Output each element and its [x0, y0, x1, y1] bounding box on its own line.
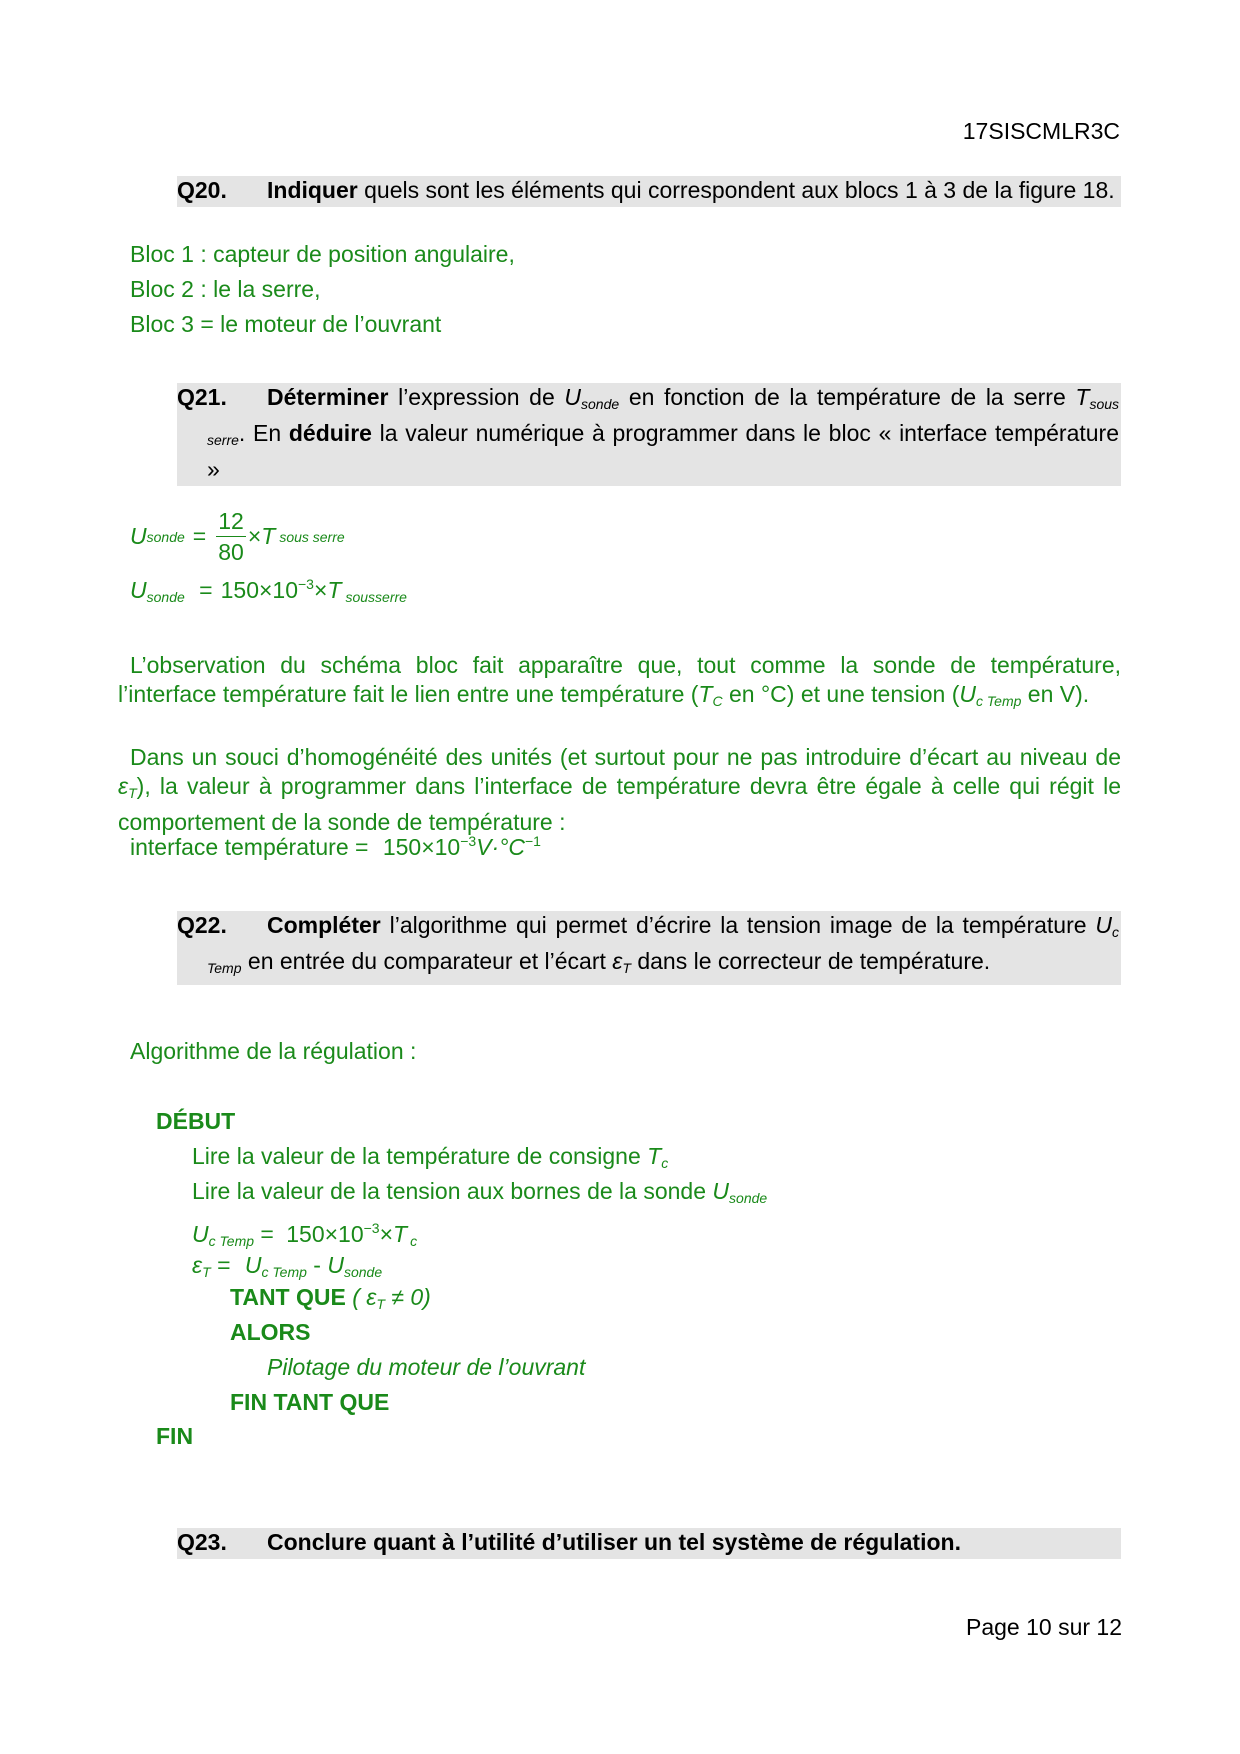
algo-text: Lire la valeur de la température de consigne — [192, 1143, 641, 1169]
algo-debut: DÉBUT — [156, 1108, 236, 1134]
fraction — [216, 506, 246, 567]
times-sign: × — [313, 577, 328, 603]
t-subscript: sous serre — [207, 396, 1120, 448]
question-text: en fonction de la température de la serre — [628, 384, 1066, 410]
eq-lhs-sub: sonde — [146, 528, 185, 545]
fraction-denominator: 80 — [218, 539, 244, 565]
algo-symbol: T — [647, 1143, 662, 1169]
algorithm-title: Algorithme de la régulation : — [130, 1038, 417, 1064]
question-text: Conclure quant à l’utilité d’utiliser un tel système de régulation. — [267, 1529, 961, 1555]
question-text: dans le correcteur de température. — [637, 948, 991, 974]
question-number: Q20. — [177, 177, 227, 203]
question-number: Q23. — [177, 1529, 227, 1555]
eq-lhs-sub: sonde — [146, 589, 185, 605]
para-text: en °C) et une tension ( — [729, 681, 960, 707]
question-q20 — [177, 176, 1121, 207]
para-text: L’observation du schéma bloc fait apparaître que, tout comme la sonde de température, l’interface température fait le lien entre une température ( — [118, 652, 1121, 707]
algo-text: Lire la valeur de la tension aux bornes de la sonde — [192, 1178, 707, 1204]
page-number: Page 10 sur 12 — [965, 1614, 1122, 1640]
algo-line-3 — [192, 1214, 417, 1256]
algo-sub: sonde — [729, 1190, 768, 1206]
uc-sub: c Temp — [207, 924, 1120, 976]
uc-sub: c Temp — [976, 693, 1022, 709]
algo-action: Pilotage du moteur de l’ouvrant — [267, 1354, 586, 1380]
question-text: l’expression de — [398, 384, 555, 410]
fraction-numerator: 12 — [216, 506, 246, 537]
algo-fin-tantque: FIN TANT QUE — [230, 1389, 390, 1415]
question-number: Q22. — [177, 912, 227, 938]
paragraph-2 — [118, 743, 1121, 837]
algo-line-2 — [192, 1177, 767, 1213]
eps-symbol: ε — [612, 948, 623, 974]
eq-lhs: U — [130, 577, 147, 603]
u-symbol: U — [564, 384, 582, 410]
question-verb: déduire — [288, 420, 372, 446]
interface-equation — [130, 833, 541, 861]
q20-answer-2: Bloc 2 : le la serre, — [130, 276, 321, 302]
algo-symbol: U — [712, 1178, 730, 1204]
equation-1 — [130, 506, 345, 567]
eq-sign: = — [217, 1252, 231, 1278]
algo-sub: c Temp — [208, 1233, 255, 1249]
algo-fin: FIN — [156, 1423, 194, 1449]
algo-sub: c Temp — [261, 1264, 307, 1280]
algo-alors: ALORS — [230, 1319, 311, 1345]
question-q22 — [177, 911, 1121, 985]
eq-var: T — [327, 577, 342, 603]
interface-label: interface température = — [130, 834, 369, 860]
minus-sign: - — [313, 1252, 321, 1278]
eps-symbol: ε — [118, 773, 129, 799]
algo-symbol: T — [393, 1221, 408, 1247]
algo-line-1 — [192, 1142, 668, 1178]
algo-coef: 150×10 — [286, 1221, 364, 1247]
question-q23 — [177, 1528, 1121, 1559]
algo-symbol: U — [244, 1252, 262, 1278]
algo-sub: c — [410, 1233, 418, 1249]
question-verb: Indiquer — [267, 177, 358, 203]
algo-symbol: U — [192, 1221, 209, 1247]
q20-answer-1: Bloc 1 : capteur de position angulaire, — [130, 241, 515, 267]
question-q21 — [177, 383, 1121, 486]
para-text: Dans un souci d’homogénéité des unités (et surtout pour ne pas introduire d’écart au niveau de — [130, 744, 1121, 770]
algo-condition: ≠ 0) — [391, 1284, 431, 1310]
question-number: Q21. — [177, 384, 227, 410]
para-text: en V). — [1027, 681, 1090, 707]
interface-coef: 150×10 — [382, 834, 461, 860]
eq-exp: −3 — [298, 576, 314, 592]
equation-2 — [130, 576, 407, 605]
tc-symbol: T — [698, 681, 713, 707]
question-text: en entrée du comparateur et l’écart — [247, 948, 606, 974]
uc-symbol: U — [959, 681, 977, 707]
document-reference: 17SISCMLR3C — [962, 118, 1120, 144]
t-symbol: T — [1075, 384, 1090, 410]
question-verb: Déterminer — [267, 384, 389, 410]
eq-coef: 150×10 — [220, 577, 298, 603]
algo-sub: sonde — [343, 1264, 383, 1280]
algo-keyword: TANT QUE — [230, 1284, 346, 1310]
times-sign: × — [247, 523, 262, 549]
algo-symbol: U — [327, 1252, 344, 1278]
interface-unit-exp: −1 — [525, 833, 541, 849]
eq-lhs: U — [130, 523, 147, 549]
interface-exp: −3 — [460, 833, 477, 849]
question-text: la valeur numérique à programmer dans le bloc « interface température » — [207, 420, 1120, 482]
eq-sign: = — [260, 1221, 274, 1247]
eps-sub: T — [128, 785, 137, 801]
question-text: . En — [238, 420, 282, 446]
u-subscript: sonde — [581, 396, 620, 412]
times-sign: × — [379, 1221, 394, 1247]
tc-sub: C — [712, 693, 723, 709]
eq-sign: = — [192, 523, 207, 549]
uc-symbol: U — [1095, 912, 1113, 938]
question-verb: Compléter — [267, 912, 381, 938]
algo-sub: T — [202, 1264, 211, 1280]
algo-symbol: ε — [192, 1252, 203, 1278]
eq-var-sub: sousserre — [345, 589, 407, 605]
paragraph-1 — [118, 651, 1121, 716]
q20-answer-3: Bloc 3 = le moteur de l’ouvrant — [130, 311, 442, 337]
eq-var-sub: sous serre — [279, 528, 345, 545]
algo-line-4 — [192, 1251, 382, 1287]
eq-var: T — [261, 523, 276, 549]
algo-exp: −3 — [363, 1220, 380, 1236]
eps-sub: T — [622, 960, 631, 976]
interface-unit: V·°C — [476, 834, 525, 860]
eq-sign: = — [199, 577, 213, 603]
question-text: l’algorithme qui permet d’écrire la tension image de la température — [389, 912, 1087, 938]
algo-sub: T — [376, 1296, 385, 1312]
algo-tantque — [230, 1283, 431, 1319]
question-text: quels sont les éléments qui correspondent aux blocs 1 à 3 de la figure 18. — [364, 177, 1115, 203]
algo-condition: ( ε — [352, 1284, 377, 1310]
para-text: ), la valeur à programmer dans l’interface de température devra être égale à celle qui régit le comportement de la sonde de température : — [118, 773, 1121, 835]
algo-sub: c — [661, 1155, 669, 1171]
